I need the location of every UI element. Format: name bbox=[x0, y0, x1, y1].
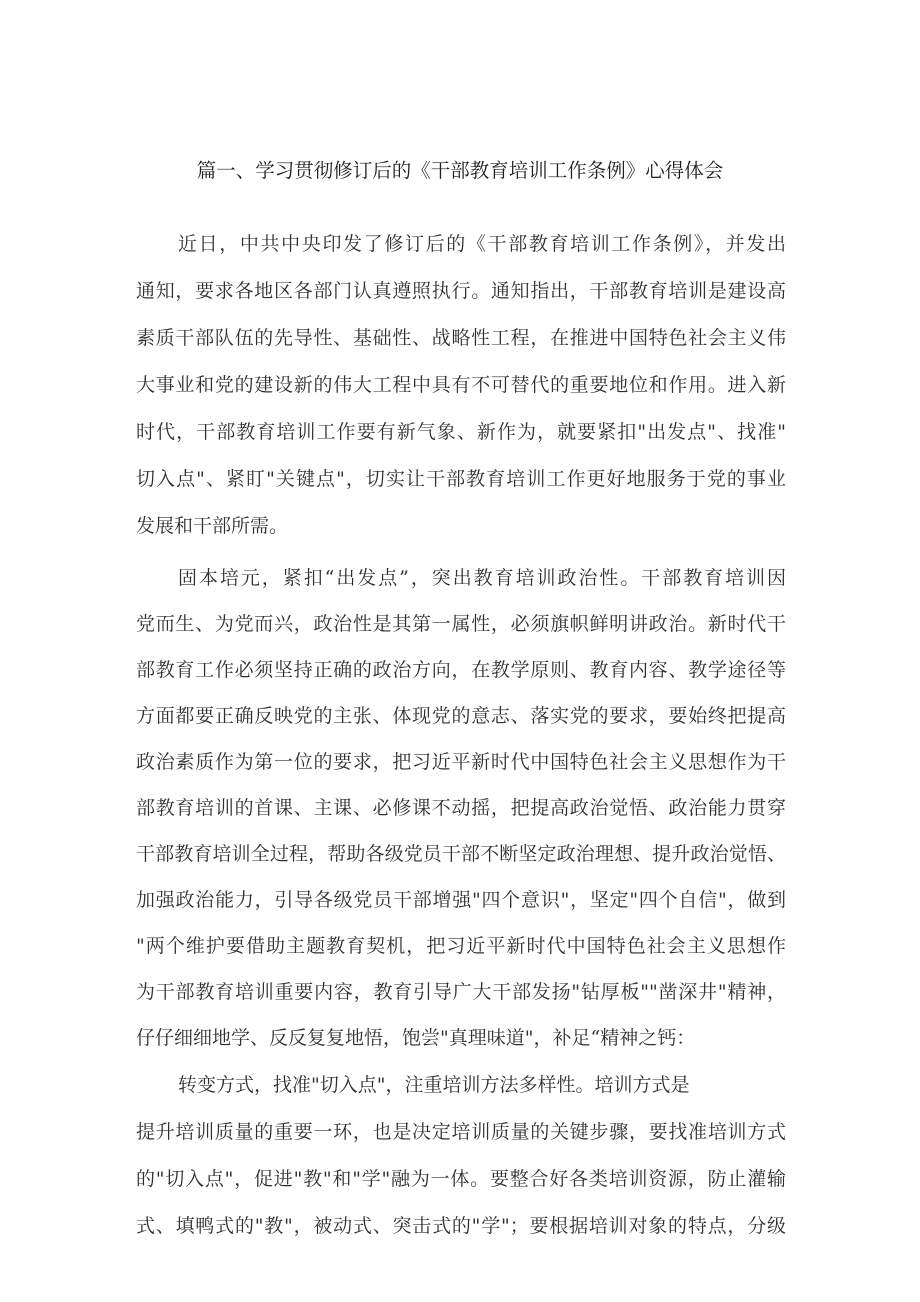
paragraph-3-line: 提升培训质量的重要一环，也是决定培训质量的关键步骤，要找准培训方式 bbox=[136, 1121, 786, 1143]
paragraph-1-line: 发展和干部所需。 bbox=[136, 515, 289, 537]
paragraph-3-line: 转变方式，找准"切入点"，注重培训方法多样性。培训方式是 bbox=[178, 1074, 690, 1096]
paragraph-2-line: 方面都要正确反映党的主张、体现党的意志、落实党的要求，要始终把提高 bbox=[136, 705, 786, 727]
paragraph-2-line: "两个维护要借助主题教育契机，把习近平新时代中国特色社会主义思想作 bbox=[136, 935, 786, 957]
paragraph-2-line: 加强政治能力，引导各级党员干部增强"四个意识"，坚定"四个自信"，做到 bbox=[136, 889, 786, 911]
paragraph-2-line: 干部教育培训全过程，帮助各级党员干部不断坚定政治理想、提升政治觉悟、 bbox=[136, 843, 786, 865]
paragraph-1-line: 切入点"、紧盯"关键点"，切实让干部教育培训工作更好地服务于党的事业 bbox=[136, 468, 786, 490]
paragraph-1-line: 素质干部队伍的先导性、基础性、战略性工程，在推进中国特色社会主义伟 bbox=[136, 327, 786, 349]
paragraph-3-line: 式、填鸭式的"教"，被动式、突击式的"学"；要根据培训对象的特点，分级 bbox=[136, 1215, 786, 1237]
paragraph-2-line: 部教育培训的首课、主课、必修课不动摇，把提高政治觉悟、政治能力贯穿 bbox=[136, 797, 786, 819]
paragraph-1-line: 近日，中共中央印发了修订后的《干部教育培训工作条例》，并发出 bbox=[178, 233, 786, 255]
paragraph-2-line: 为干部教育培训重要内容，教育引导广大干部发扬"钻厚板""凿深井"精神， bbox=[136, 981, 786, 1003]
paragraph-2-line: 固本培元，紧扣“出发点”，突出教育培训政治性。干部教育培训因 bbox=[178, 567, 786, 589]
paragraph-1-line: 大事业和党的建设新的伟大工程中具有不可替代的重要地位和作用。进入新 bbox=[136, 374, 786, 396]
paragraph-2-line: 仔仔细细地学、反反复复地悟，饱尝"真理味道"，补足“精神之钙： bbox=[136, 1027, 696, 1049]
paragraph-2-line: 政治素质作为第一位的要求，把习近平新时代中国特色社会主义思想作为干 bbox=[136, 751, 786, 773]
paragraph-2-line: 党而生、为党而兴，政治性是其第一属性，必须旗帜鲜明讲政治。新时代干 bbox=[136, 613, 786, 635]
paragraph-1-line: 时代，干部教育培训工作要有新气象、新作为，就要紧扣"出发点"、找准" bbox=[136, 421, 786, 443]
paragraph-2-line: 部教育工作必须坚持正确的政治方向，在教学原则、教育内容、教学途径等 bbox=[136, 659, 786, 681]
paragraph-3-line: 的"切入点"，促进"教"和"学"融为一体。要整合好各类培训资源，防止灌输 bbox=[136, 1168, 786, 1190]
document-title: 篇一、学习贯彻修订后的《干部教育培训工作条例》心得体会 bbox=[196, 159, 724, 182]
paragraph-1-line: 通知，要求各地区各部门认真遵照执行。通知指出，干部教育培训是建设高 bbox=[136, 280, 786, 302]
